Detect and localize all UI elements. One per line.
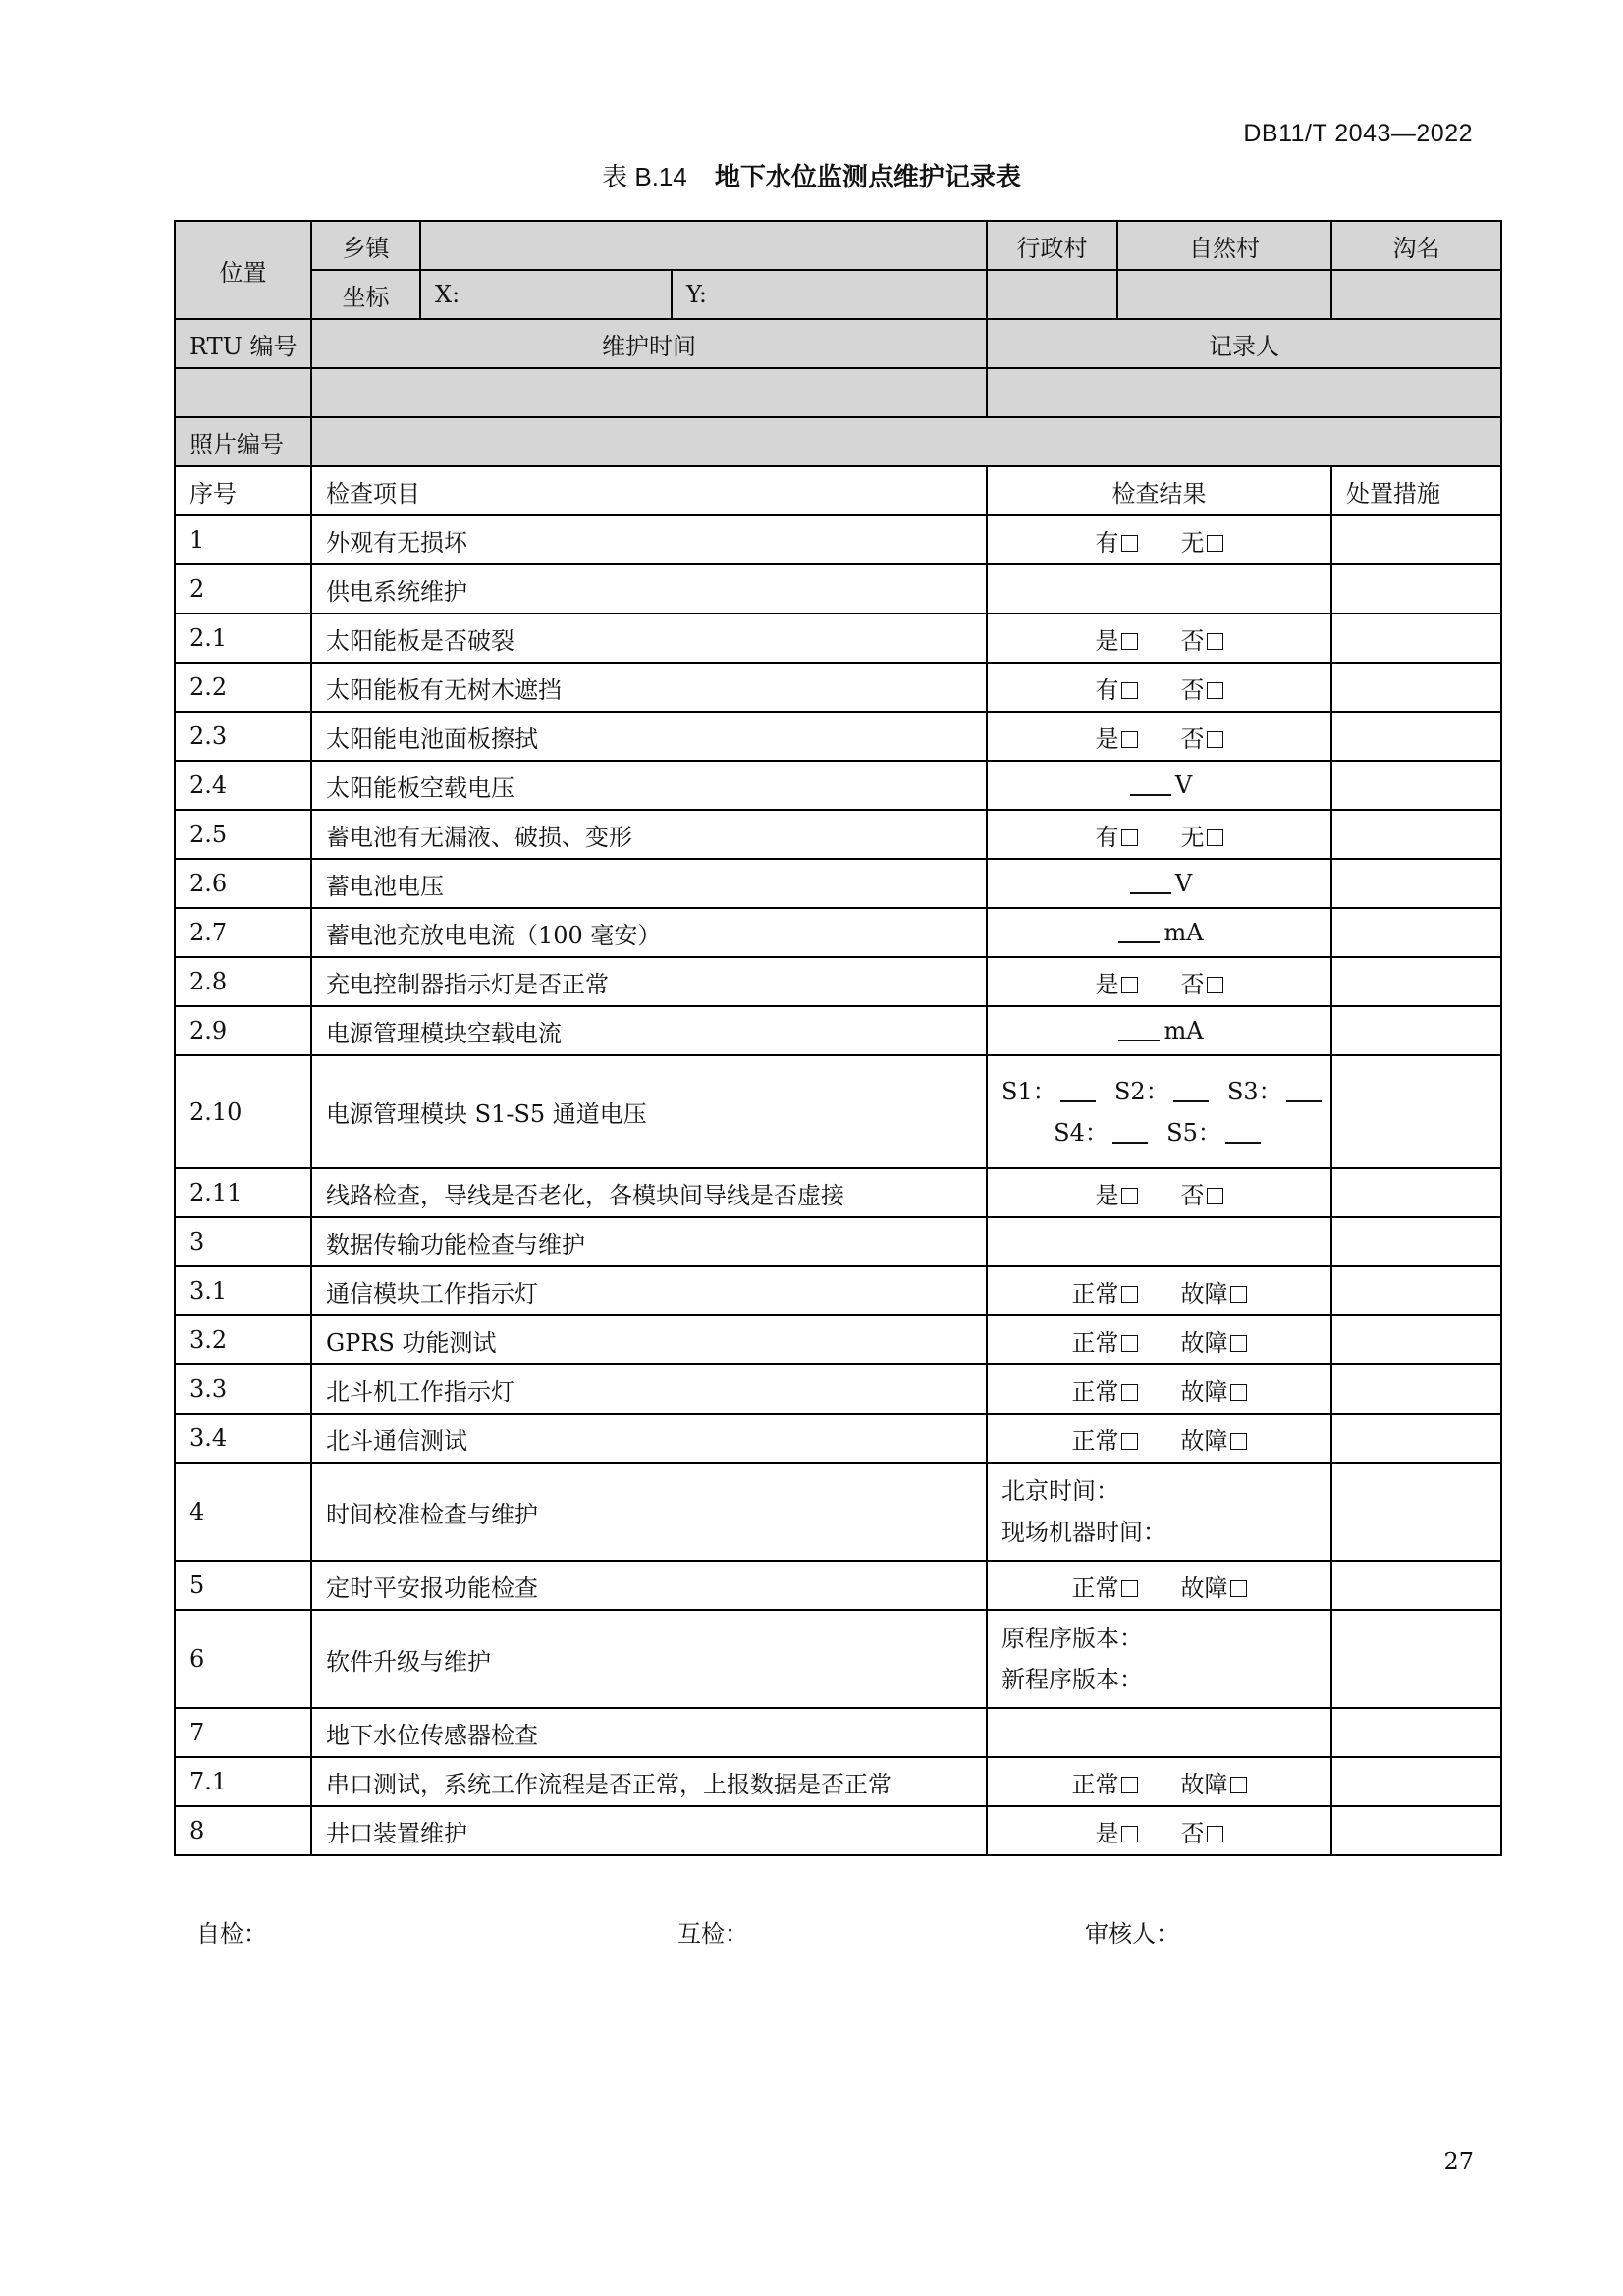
table-row: [175, 614, 1501, 663]
beijing-time-label[interactable]: 北京时间：: [1001, 1477, 1119, 1505]
row-item: 北斗机工作指示灯: [311, 1364, 987, 1414]
rtu-field[interactable]: [175, 368, 311, 417]
option-no[interactable]: 否: [1181, 1814, 1223, 1848]
row-item: 太阳能电池面板擦拭: [311, 712, 987, 761]
row-no: 8: [175, 1806, 311, 1855]
checkbox-icon: [1121, 535, 1138, 552]
checkbox-icon: [1121, 1286, 1138, 1303]
row-result: [987, 1315, 1331, 1364]
row-result[interactable]: [987, 1217, 1331, 1266]
row-result: [987, 957, 1331, 1006]
row-action[interactable]: [1331, 1414, 1501, 1463]
row-action[interactable]: [1331, 957, 1501, 1006]
table-row: [175, 1168, 1501, 1217]
table-code: 表 B.14: [602, 162, 687, 191]
checkbox-icon: [1230, 1335, 1247, 1352]
row-no: 5: [175, 1561, 311, 1610]
row-action[interactable]: [1331, 810, 1501, 859]
table-row: [175, 663, 1501, 712]
reviewer-label[interactable]: 审核人：: [1085, 1920, 1179, 1948]
table-row: [175, 761, 1501, 810]
option-no[interactable]: 否: [1181, 670, 1223, 705]
gully-field[interactable]: [1331, 270, 1501, 319]
coord-label: 坐标: [311, 270, 420, 319]
table-row: [175, 810, 1501, 859]
gully-label: 沟名: [1331, 221, 1501, 270]
checkbox-icon: [1230, 1433, 1247, 1450]
table-row: [175, 1806, 1501, 1855]
device-time-label[interactable]: 现场机器时间：: [1001, 1519, 1166, 1546]
self-check-label[interactable]: 自检：: [196, 1920, 267, 1948]
checkbox-icon: [1207, 1188, 1223, 1204]
s4-blank[interactable]: [1112, 1122, 1148, 1144]
option-normal[interactable]: 正常: [1072, 1274, 1138, 1308]
option-fault[interactable]: 故障: [1181, 1372, 1247, 1407]
option-fault[interactable]: 故障: [1181, 1569, 1247, 1603]
option-none[interactable]: 无: [1181, 523, 1223, 558]
checkbox-icon: [1207, 731, 1223, 748]
row-no: 2.4: [175, 761, 311, 810]
voltage-blank[interactable]: [1130, 774, 1171, 796]
checkbox-icon: [1121, 731, 1138, 748]
checkbox-icon: [1121, 1433, 1138, 1450]
option-yes[interactable]: 是: [1096, 720, 1138, 754]
option-yes[interactable]: 是: [1096, 1814, 1138, 1848]
row-action[interactable]: [1331, 1217, 1501, 1266]
row-item: 地下水位传感器检查: [311, 1708, 987, 1757]
voltage-unit: V: [1174, 870, 1193, 897]
checkbox-icon: [1121, 1580, 1138, 1597]
option-normal[interactable]: 正常: [1072, 1569, 1138, 1603]
row-item: 线路检查，导线是否老化，各模块间导线是否虚接: [311, 1168, 987, 1217]
row-item: 电源管理模块 S1-S5 通道电压: [311, 1055, 987, 1168]
option-yes[interactable]: 是: [1096, 621, 1138, 656]
checkbox-icon: [1121, 1335, 1138, 1352]
checkbox-icon: [1207, 1826, 1223, 1842]
row-item: 太阳能板有无树木遮挡: [311, 663, 987, 712]
row-action[interactable]: [1331, 1708, 1501, 1757]
recorder-label: 记录人: [987, 319, 1501, 368]
natural-village-field[interactable]: [1117, 270, 1331, 319]
checkbox-icon: [1121, 977, 1138, 993]
checkbox-icon: [1121, 1188, 1138, 1204]
row-no: 4: [175, 1463, 311, 1561]
option-normal[interactable]: 正常: [1072, 1372, 1138, 1407]
row-item: 充电控制器指示灯是否正常: [311, 957, 987, 1006]
current-unit: mA: [1163, 1017, 1204, 1044]
photo-label: 照片编号: [175, 417, 311, 466]
row-result: [987, 614, 1331, 663]
natural-village-label: 自然村: [1117, 221, 1331, 270]
row-item: 太阳能板空载电压: [311, 761, 987, 810]
checkbox-icon: [1230, 1777, 1247, 1793]
row-result: [987, 1168, 1331, 1217]
row-action[interactable]: [1331, 1266, 1501, 1315]
checkbox-icon: [1207, 682, 1223, 699]
row-no: 7: [175, 1708, 311, 1757]
row-action[interactable]: [1331, 859, 1501, 908]
row-action[interactable]: [1331, 1463, 1501, 1561]
standard-code: DB11/T 2043—2022: [1243, 120, 1473, 147]
col-no: 序号: [175, 466, 311, 515]
option-normal[interactable]: 正常: [1072, 1765, 1138, 1799]
row-item: 软件升级与维护: [311, 1610, 987, 1708]
option-fault[interactable]: 故障: [1181, 1323, 1247, 1358]
row-no: 2.8: [175, 957, 311, 1006]
checkbox-icon: [1230, 1580, 1247, 1597]
row-result: [987, 1561, 1331, 1610]
checkbox-icon: [1121, 829, 1138, 846]
option-fault[interactable]: 故障: [1181, 1765, 1247, 1799]
table-row: [175, 564, 1501, 614]
row-no: 3: [175, 1217, 311, 1266]
option-yes[interactable]: 是: [1096, 965, 1138, 999]
s2-blank[interactable]: [1173, 1081, 1209, 1102]
row-action[interactable]: [1331, 1806, 1501, 1855]
row-action[interactable]: [1331, 908, 1501, 957]
row-item: 串口测试，系统工作流程是否正常，上报数据是否正常: [311, 1757, 987, 1806]
row-action[interactable]: [1331, 1610, 1501, 1708]
row-action[interactable]: [1331, 1757, 1501, 1806]
s3-blank[interactable]: [1286, 1081, 1322, 1102]
table-row: [175, 1414, 1501, 1463]
row-no: 6: [175, 1610, 311, 1708]
table-row: [175, 319, 1501, 368]
page-number: 27: [1443, 2148, 1474, 2175]
row-no: 2.11: [175, 1168, 311, 1217]
channel-line-2: S4： S5：: [1001, 1112, 1317, 1153]
row-item: 蓄电池电压: [311, 859, 987, 908]
row-item: 蓄电池充放电电流（100 毫安）: [311, 908, 987, 957]
township-label: 乡镇: [311, 221, 420, 270]
table-row: [175, 1757, 1501, 1806]
table-row: [175, 368, 1501, 417]
table-row: [175, 515, 1501, 564]
row-no: 3.1: [175, 1266, 311, 1315]
row-action[interactable]: [1331, 1055, 1501, 1168]
checkbox-icon: [1121, 1826, 1138, 1842]
row-no: 2.6: [175, 859, 311, 908]
row-action[interactable]: [1331, 564, 1501, 614]
checkbox-icon: [1207, 535, 1223, 552]
row-action[interactable]: [1331, 1561, 1501, 1610]
option-no[interactable]: 否: [1181, 621, 1223, 656]
row-action[interactable]: [1331, 663, 1501, 712]
row-no: 2.2: [175, 663, 311, 712]
rtu-label: RTU 编号: [175, 319, 311, 368]
row-result: [987, 1463, 1331, 1561]
option-normal[interactable]: 正常: [1072, 1323, 1138, 1358]
recorder-field[interactable]: [987, 368, 1501, 417]
row-result: [987, 1364, 1331, 1414]
row-item: 北斗通信测试: [311, 1414, 987, 1463]
row-item: 外观有无损坏: [311, 515, 987, 564]
photo-field[interactable]: [311, 417, 1501, 466]
row-item: 电源管理模块空载电流: [311, 1006, 987, 1055]
table-row: [175, 1708, 1501, 1757]
row-action[interactable]: [1331, 1168, 1501, 1217]
channel-line-1: S1： S2： S3：: [1001, 1071, 1317, 1112]
row-action[interactable]: [1331, 1315, 1501, 1364]
table-row: [175, 712, 1501, 761]
maint-time-label: 维护时间: [311, 319, 987, 368]
row-no: 2.5: [175, 810, 311, 859]
coord-x-field[interactable]: X:: [420, 270, 672, 319]
row-result: [987, 712, 1331, 761]
table-row: [175, 1463, 1501, 1561]
row-item: 蓄电池有无漏液、破损、变形: [311, 810, 987, 859]
township-field[interactable]: [420, 221, 987, 270]
admin-village-field[interactable]: [987, 270, 1117, 319]
row-item: GPRS 功能测试: [311, 1315, 987, 1364]
voltage-unit: V: [1174, 772, 1193, 799]
row-result[interactable]: [987, 1708, 1331, 1757]
option-yes[interactable]: 是: [1096, 1176, 1138, 1210]
voltage-blank[interactable]: [1130, 873, 1171, 894]
row-no: 2.7: [175, 908, 311, 957]
row-no: 1: [175, 515, 311, 564]
table-title-text: 地下水位监测点维护记录表: [714, 163, 1021, 192]
table-row: [175, 1561, 1501, 1610]
checkbox-icon: [1121, 633, 1138, 650]
maint-time-field[interactable]: [311, 368, 987, 417]
current-blank[interactable]: [1118, 1020, 1160, 1041]
row-no: 3.4: [175, 1414, 311, 1463]
column-header-row: [175, 466, 1501, 515]
table-row: [175, 1610, 1501, 1708]
row-no: 2.9: [175, 1006, 311, 1055]
new-version-label[interactable]: 新程序版本：: [1001, 1666, 1143, 1693]
row-action[interactable]: [1331, 614, 1501, 663]
row-result[interactable]: [987, 564, 1331, 614]
option-no[interactable]: 否: [1181, 720, 1223, 754]
row-item: 供电系统维护: [311, 564, 987, 614]
s1-blank[interactable]: [1060, 1081, 1096, 1102]
row-result: [987, 515, 1331, 564]
current-blank[interactable]: [1118, 922, 1160, 943]
table-row: [175, 1055, 1501, 1168]
option-fault[interactable]: 故障: [1181, 1274, 1247, 1308]
row-result: [987, 1055, 1331, 1168]
option-no[interactable]: 否: [1181, 1176, 1223, 1210]
row-result: [987, 859, 1331, 908]
row-no: 7.1: [175, 1757, 311, 1806]
table-row: [175, 1266, 1501, 1315]
option-have[interactable]: 有: [1096, 818, 1138, 852]
row-action[interactable]: [1331, 712, 1501, 761]
row-item: 数据传输功能检查与维护: [311, 1217, 987, 1266]
option-have[interactable]: 有: [1096, 670, 1138, 705]
col-item: 检查项目: [311, 466, 987, 515]
checkbox-icon: [1207, 633, 1223, 650]
row-item: 时间校准检查与维护: [311, 1463, 987, 1561]
option-no[interactable]: 否: [1181, 965, 1223, 999]
checkbox-icon: [1207, 829, 1223, 846]
table-row: [175, 1217, 1501, 1266]
checkbox-icon: [1121, 1777, 1138, 1793]
table-row: [175, 1364, 1501, 1414]
row-action[interactable]: [1331, 515, 1501, 564]
admin-village-label: 行政村: [987, 221, 1117, 270]
checkbox-icon: [1230, 1384, 1247, 1401]
old-version-label[interactable]: 原程序版本：: [1001, 1625, 1143, 1652]
row-no: 2: [175, 564, 311, 614]
row-result: [987, 908, 1331, 957]
row-result: [987, 1610, 1331, 1708]
mutual-check-label[interactable]: 互检：: [677, 1920, 748, 1948]
table-row: [175, 1315, 1501, 1364]
row-result: [987, 1806, 1331, 1855]
row-action[interactable]: [1331, 1364, 1501, 1414]
row-item: 通信模块工作指示灯: [311, 1266, 987, 1315]
row-no: 2.10: [175, 1055, 311, 1168]
s5-blank[interactable]: [1225, 1122, 1261, 1144]
location-label: 位置: [175, 221, 311, 319]
row-item: 定时平安报功能检查: [311, 1561, 987, 1610]
row-result: [987, 1414, 1331, 1463]
col-action: 处置措施: [1331, 466, 1501, 515]
option-have[interactable]: 有: [1096, 523, 1138, 558]
row-no: 3.2: [175, 1315, 311, 1364]
table-row: [175, 1006, 1501, 1055]
row-action[interactable]: [1331, 761, 1501, 810]
row-action[interactable]: [1331, 1006, 1501, 1055]
table-row: [175, 417, 1501, 466]
row-result: [987, 663, 1331, 712]
row-result: [987, 1266, 1331, 1315]
table-row: [175, 221, 1501, 270]
current-unit: mA: [1163, 919, 1204, 946]
row-result: [987, 761, 1331, 810]
row-no: 2.1: [175, 614, 311, 663]
checkbox-icon: [1121, 1384, 1138, 1401]
row-item: 井口装置维护: [311, 1806, 987, 1855]
table-row: [175, 859, 1501, 908]
option-fault[interactable]: 故障: [1181, 1421, 1247, 1456]
table-row: [175, 270, 1501, 319]
row-no: 3.3: [175, 1364, 311, 1414]
table-title: [0, 157, 1623, 193]
table-row: [175, 957, 1501, 1006]
checkbox-icon: [1230, 1286, 1247, 1303]
row-result: [987, 810, 1331, 859]
option-none[interactable]: 无: [1181, 818, 1223, 852]
row-no: 2.3: [175, 712, 311, 761]
row-item: 太阳能板是否破裂: [311, 614, 987, 663]
coord-y-field[interactable]: Y:: [672, 270, 987, 319]
option-normal[interactable]: 正常: [1072, 1421, 1138, 1456]
col-result: 检查结果: [987, 466, 1331, 515]
maintenance-record-table: [174, 220, 1502, 1856]
checkbox-icon: [1121, 682, 1138, 699]
checkbox-icon: [1207, 977, 1223, 993]
row-result: [987, 1006, 1331, 1055]
table-row: [175, 908, 1501, 957]
row-result: [987, 1757, 1331, 1806]
